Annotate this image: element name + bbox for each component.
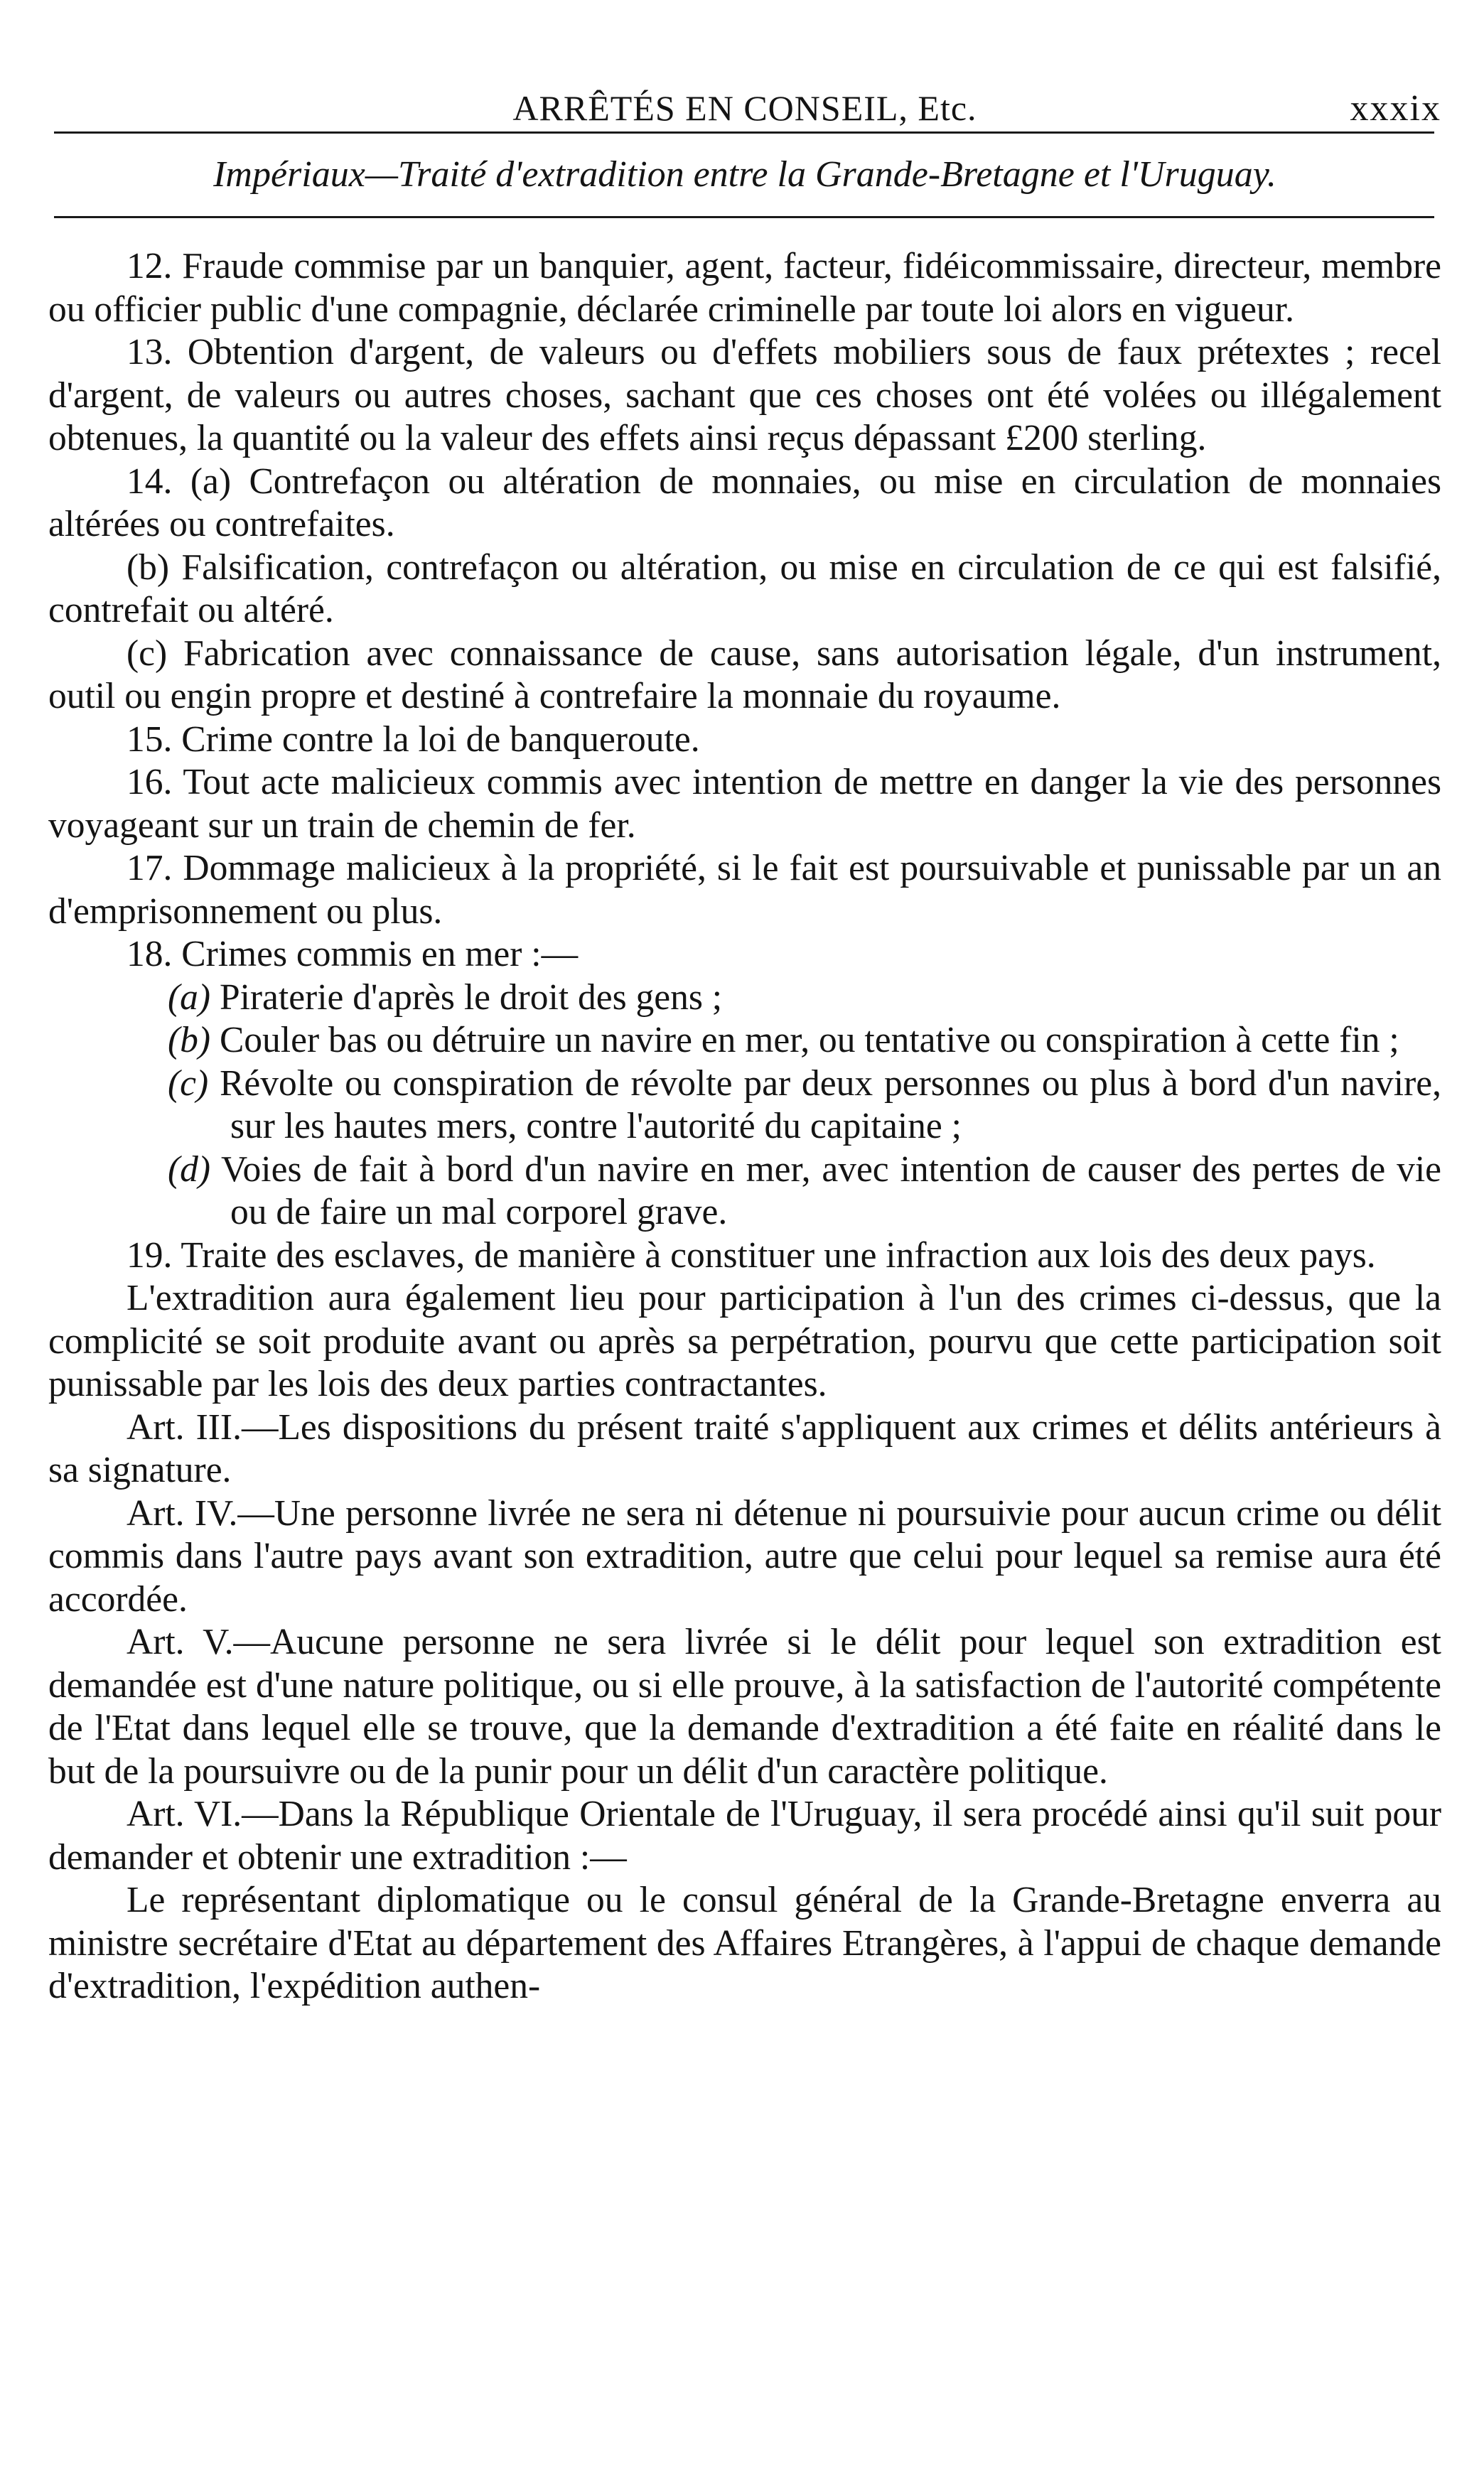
- item-label: (c): [168, 1062, 209, 1104]
- item-text: Révolte ou conspiration de révolte par deux personnes ou plus à bord d'un navire, sur les hautes mers, contre l'autorité du capitaine ;: [220, 1062, 1441, 1146]
- list-item-18c: [48, 1062, 1441, 1148]
- item-text: Voies de fait à bord d'un navire en mer, avec intention de causer des pertes de vie ou de faire un mal corporel grave.: [220, 1148, 1441, 1232]
- page-number: xxxix: [1350, 88, 1441, 129]
- paragraph-15: 15. Crime contre la loi de banqueroute.: [127, 719, 700, 760]
- paragraph-complicity: L'extradition aura également lieu pour participation à l'un des crimes ci-dessus, que la complicité se soit produite avant ou après sa perpétration, pourvu que cette participation soit punissable par les lois des deux parties contractantes.: [48, 1278, 1441, 1404]
- item-label: (d): [168, 1148, 211, 1190]
- list-item-18b: [48, 1019, 1441, 1062]
- running-title: ARRÊTÉS EN CONSEIL, Etc.: [512, 88, 977, 128]
- paragraph-14c: (c) Fabrication avec connaissance de cause, sans autorisation légale, d'un instrument, outil ou engin propre et destiné à contrefaire la monnaie du royaume.: [48, 633, 1441, 716]
- list-item-18a: [48, 976, 1441, 1020]
- article-v: Art. V.—Aucune personne ne sera livrée si le délit pour lequel son extradition est demandée est d'une nature politique, ou si elle prouve, à la satisfaction de l'autorité compétente de l'Etat dans lequel elle se trouve, que la demande d'extradition a été faite en réalité dans le but de la poursuivre ou de la punir pour un délit d'un caractère politique.: [48, 1622, 1441, 1792]
- paragraph-19: 19. Traite des esclaves, de manière à constituer une infraction aux lois des deux pays.: [127, 1234, 1376, 1276]
- paragraph-18: 18. Crimes commis en mer :—: [127, 934, 579, 974]
- paragraph-13: 13. Obtention d'argent, de valeurs ou d'effets mobiliers sous de faux prétextes ; recel d'argent, de valeurs ou autres choses, sachant que ces choses ont été volées ou illégalement obtenues, la quantité ou la valeur des effets ainsi reçus dépassant £200 sterling.: [48, 332, 1441, 458]
- article-iii: Art. III.—Les dispositions du présent traité s'appliquent aux crimes et délits antérieurs à sa signature.: [48, 1406, 1441, 1490]
- section-subtitle: Impériaux—Traité d'extradition entre la Grande-Bretagne et l'Uruguay.: [213, 154, 1276, 195]
- paragraph-14b: (b) Falsification, contrefaçon ou altération, ou mise en circulation de ce qui est falsifié, contrefait ou altéré.: [48, 547, 1441, 630]
- body-text: [48, 245, 1441, 2008]
- running-head: [48, 68, 1441, 131]
- paragraph-17: 17. Dommage malicieux à la propriété, si le fait est poursuivable et punissable par un an d'emprisonnement ou plus.: [48, 848, 1441, 932]
- item-label: (a): [168, 976, 211, 1018]
- list-item-18d: [48, 1148, 1441, 1234]
- item-text: Piraterie d'après le droit des gens ;: [219, 976, 723, 1018]
- article-vi: Art. VI.—Dans la République Orientale de l'Uruguay, il sera procédé ainsi qu'il suit pour demander et obtenir une extradition :—: [48, 1794, 1441, 1878]
- paragraph-12: 12. Fraude commise par un banquier, agent, facteur, fidéicommissaire, directeur, membre ou officier public d'une compagnie, déclarée criminelle par toute loi alors en vigueur.: [48, 246, 1441, 330]
- header-rule-bottom: [54, 216, 1434, 218]
- article-iv: Art. IV.—Une personne livrée ne sera ni détenue ni poursuivie pour aucun crime ou délit commis dans l'autre pays avant son extradition, autre que celui pour lequel sa remise aura été accordée.: [48, 1492, 1441, 1620]
- item-text: Couler bas ou détruire un navire en mer, ou tentative ou conspiration à cette fin ;: [219, 1020, 1399, 1060]
- item-label: (b): [168, 1020, 211, 1060]
- paragraph-14a: 14. (a) Contrefaçon ou altération de monnaies, ou mise en circulation de monnaies altérées ou contrefaites.: [48, 461, 1441, 544]
- paragraph-16: 16. Tout acte malicieux commis avec intention de mettre en danger la vie des personnes voyageant sur un train de chemin de fer.: [48, 762, 1441, 846]
- paragraph-representative: Le représentant diplomatique ou le consul général de la Grande-Bretagne enverra au ministre secrétaire d'Etat au département des Affaires Etrangères, à l'appui de chaque demande d'extradition, l'expédition authen-: [48, 1880, 1441, 2006]
- document-page: [48, 68, 1441, 2455]
